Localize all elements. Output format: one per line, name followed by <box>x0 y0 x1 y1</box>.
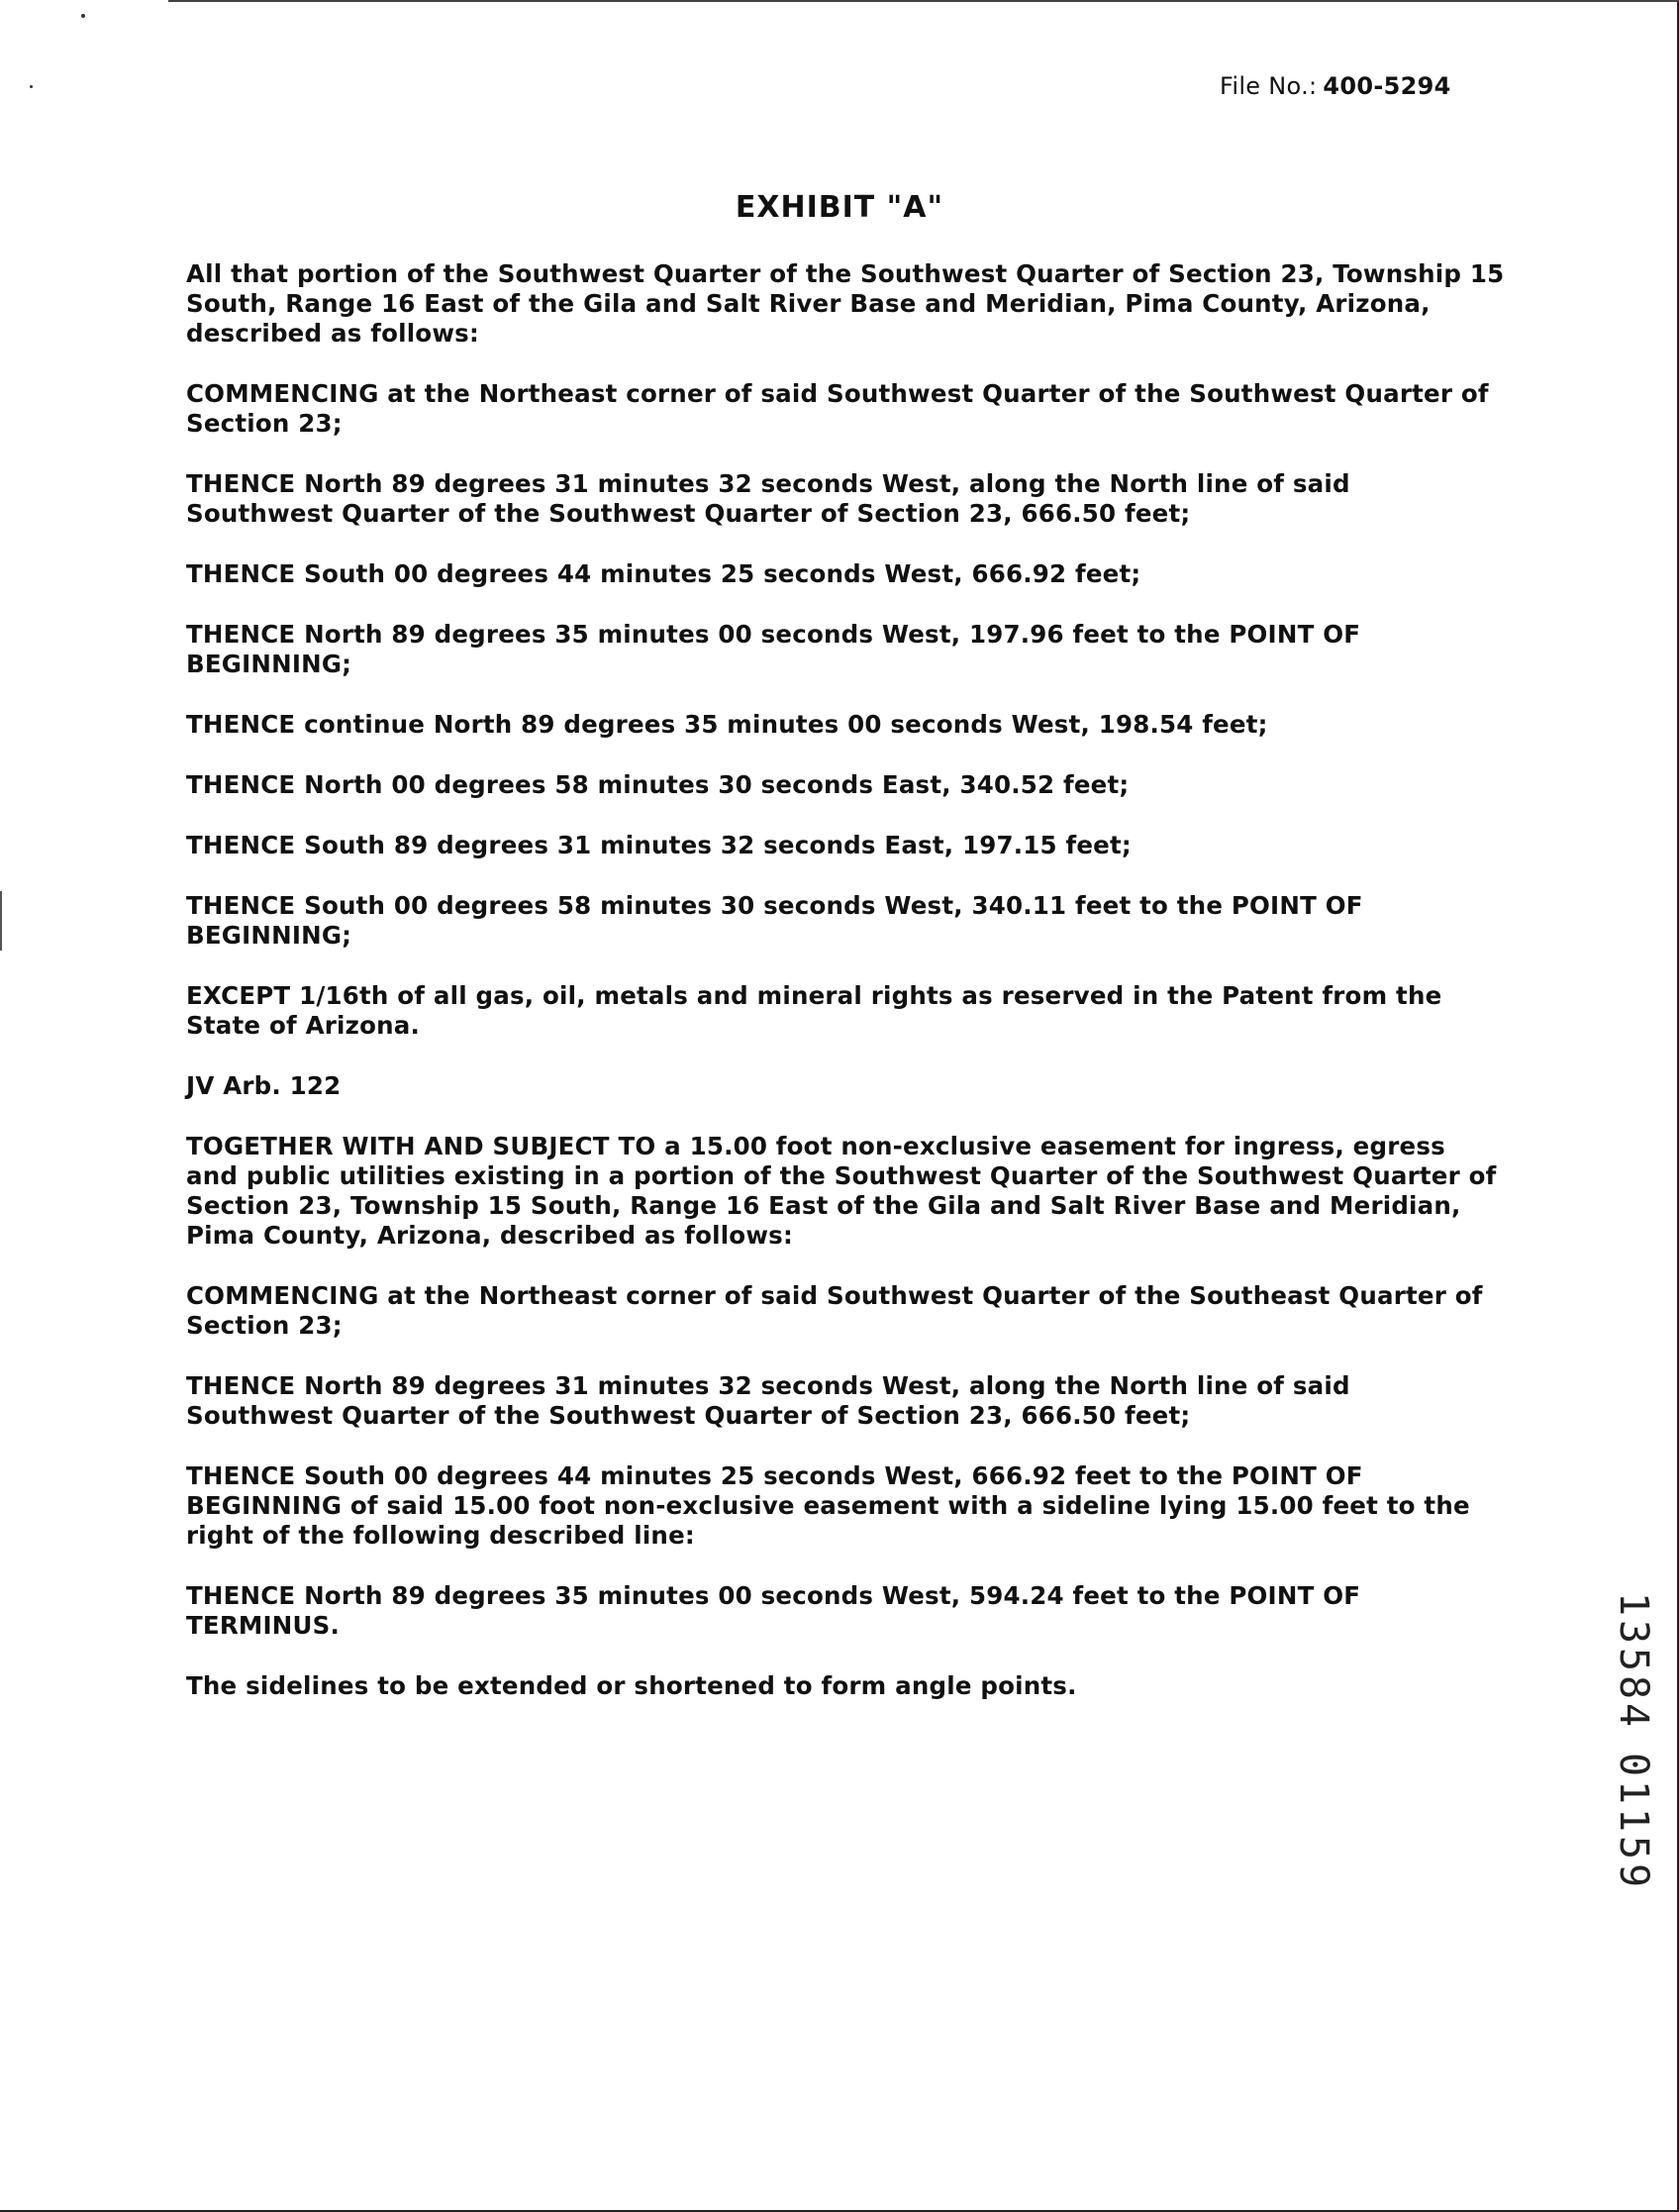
scan-speck <box>30 85 33 88</box>
recording-stamp <box>1611 1590 1656 1889</box>
scan-top-edge <box>168 0 1679 2</box>
recording-stamp-first <box>1611 1590 1656 1729</box>
stamp-digit: 5 <box>1611 1647 1656 1672</box>
paragraph-thence: THENCE continue North 89 degrees 35 minutes 00 seconds West, 198.54 feet; <box>186 710 1268 739</box>
stamp-digit: 1 <box>1611 1807 1656 1833</box>
stamp-digit: 4 <box>1611 1702 1656 1728</box>
stamp-digit: 5 <box>1611 1835 1656 1860</box>
paragraph-intro: All that portion of the Southwest Quarter of the Southwest Quarter of Section 23, Township 15 South, Range 16 East of the Gila and Salt River Base and Meridian, Pima County, Arizona, described as follows: <box>186 259 1505 348</box>
paragraph-except: EXCEPT 1/16th of all gas, oil, metals and mineral rights as reserved in the Patent from the State of Arizona. <box>186 981 1442 1040</box>
paragraph-thence: THENCE South 00 degrees 44 minutes 25 seconds West, 666.92 feet to the POINT OF BEGINNING of said 15.00 foot non-exclusive easement with a sideline lying 15.00 feet to the right of the following described line: <box>186 1461 1470 1550</box>
paragraph-reference: JV Arb. 122 <box>186 1071 342 1100</box>
paragraph-sidelines: The sidelines to be extended or shortened to form angle points. <box>186 1671 1077 1700</box>
stamp-digit: 8 <box>1611 1674 1656 1700</box>
recording-stamp-second <box>1611 1751 1656 1889</box>
paragraph-thence: THENCE South 00 degrees 44 minutes 25 seconds West, 666.92 feet; <box>186 559 1141 588</box>
paragraph-commencing: COMMENCING at the Northeast corner of said Southwest Quarter of the Southwest Quarter of Section 23; <box>186 379 1489 438</box>
paragraph-thence: THENCE North 00 degrees 58 minutes 30 seconds East, 340.52 feet; <box>186 770 1130 799</box>
paragraph-thence: THENCE North 89 degrees 31 minutes 32 seconds West, along the North line of said Southwest Quarter of the Southwest Quarter of Section 23, 666.50 feet; <box>186 1371 1350 1430</box>
stamp-digit: 3 <box>1611 1619 1656 1645</box>
stamp-digit: 1 <box>1611 1591 1656 1617</box>
scan-left-mark <box>0 891 2 951</box>
paragraph-thence: THENCE North 89 degrees 35 minutes 00 seconds West, 594.24 feet to the POINT OF TERMINUS. <box>186 1581 1361 1640</box>
exhibit-title: EXHIBIT "A" <box>735 190 944 225</box>
paragraph-thence: THENCE North 89 degrees 35 minutes 00 seconds West, 197.96 feet to the POINT OF BEGINNING; <box>186 620 1361 678</box>
paragraph-thence: THENCE South 89 degrees 31 minutes 32 seconds East, 197.15 feet; <box>186 831 1132 859</box>
file-number <box>1220 72 1451 100</box>
paragraph-thence: THENCE North 89 degrees 31 minutes 32 seconds West, along the North line of said Southwest Quarter of the Southwest Quarter of Section 23, 666.50 feet; <box>186 469 1350 528</box>
file-number-value: 400-5294 <box>1323 72 1451 100</box>
scan-speck <box>81 14 85 18</box>
paragraph-commencing: COMMENCING at the Northeast corner of said Southwest Quarter of the Southeast Quarter of Section 23; <box>186 1281 1483 1340</box>
paragraph-thence: THENCE South 00 degrees 58 minutes 30 seconds West, 340.11 feet to the POINT OF BEGINNING; <box>186 891 1363 950</box>
file-number-label: File No.: <box>1220 72 1318 100</box>
paragraph-easement: TOGETHER WITH AND SUBJECT TO a 15.00 foot non-exclusive easement for ingress, egress and public utilities existing in a portion of the Southwest Quarter of the Southwest Quarter of Section 23, Township 15 South, Range 16 East of the Gila and Salt River Base and Meridian, Pima County, Arizona, described as follows: <box>186 1132 1497 1250</box>
stamp-digit: 9 <box>1611 1862 1656 1888</box>
legal-description <box>186 259 1505 1732</box>
stamp-digit: 0 <box>1611 1752 1656 1777</box>
stamp-digit: 1 <box>1611 1779 1656 1805</box>
